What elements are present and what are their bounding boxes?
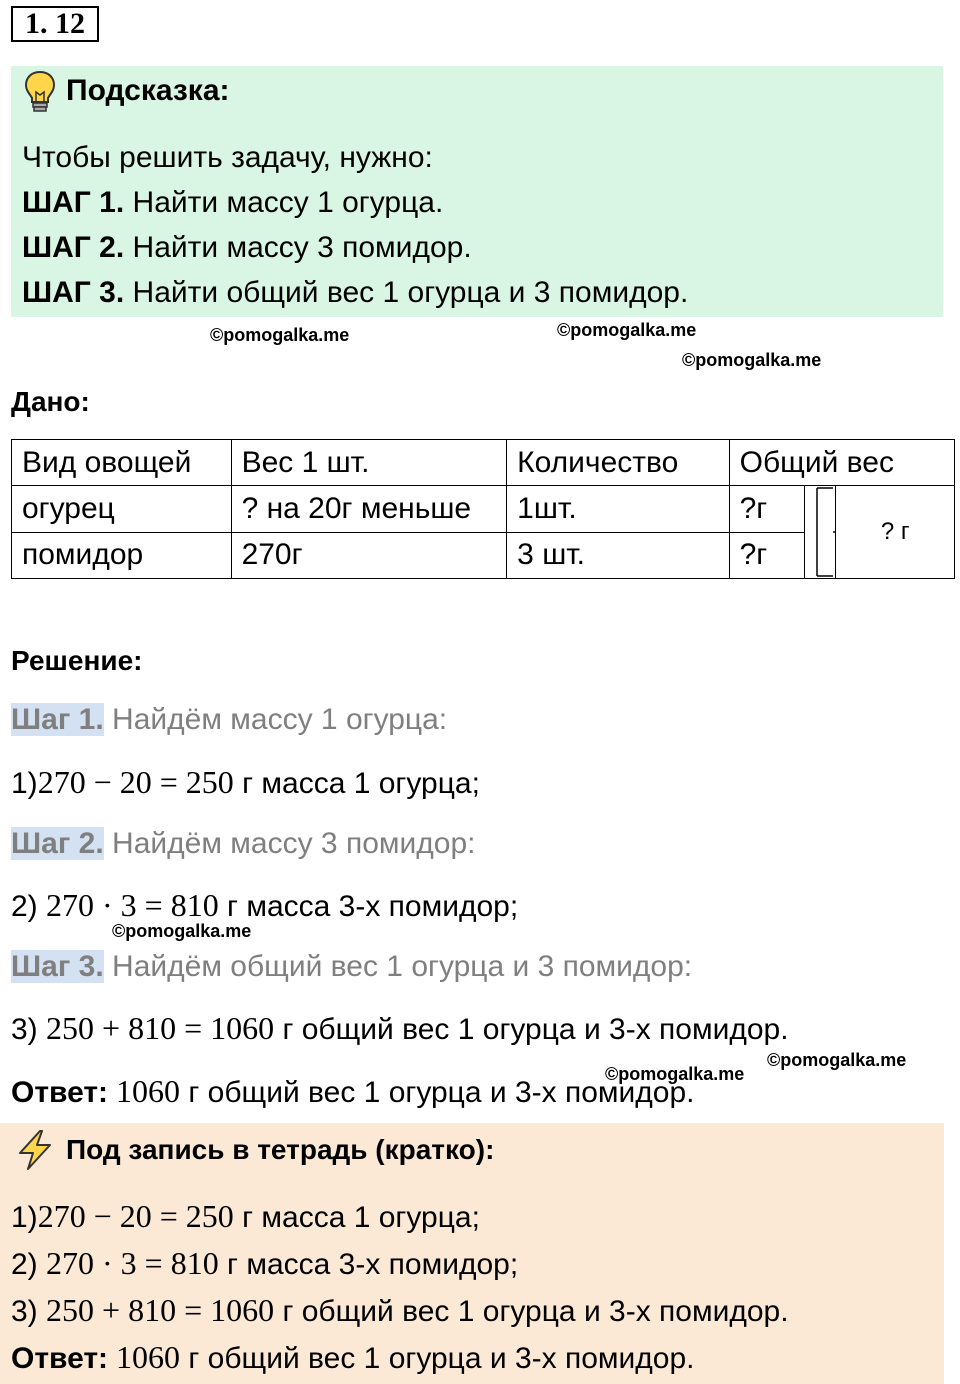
calc-expression: 270 · 3 = 810 xyxy=(46,887,219,923)
table-header-cell: Общий вес xyxy=(729,440,954,486)
calc-number: 1) xyxy=(11,767,38,800)
notebook-answer xyxy=(11,1339,695,1376)
solution-step-3 xyxy=(11,950,692,984)
table-cell: 270г xyxy=(231,532,507,579)
calc-result: г масса 3-х помидор; xyxy=(218,1248,519,1281)
calc-result: г общий вес 1 огурца и 3-х помидор. xyxy=(274,1013,789,1046)
brace-icon xyxy=(805,486,835,578)
notebook-line-3 xyxy=(11,1292,789,1329)
calc-result: г масса 1 огурца; xyxy=(233,767,480,800)
calc-expression: 250 + 810 = 1060 xyxy=(46,1010,275,1046)
step-text: Найдём массу 3 помидор: xyxy=(103,827,476,860)
answer-label: Ответ: xyxy=(11,1076,109,1109)
table-header-cell: Количество xyxy=(507,440,729,486)
solution-step-2 xyxy=(11,827,475,861)
hint-intro: Чтобы решить задачу, нужно: xyxy=(22,141,433,174)
calc-number: 3) xyxy=(11,1295,47,1328)
watermark: ©pomogalka.me xyxy=(767,1050,907,1070)
solution-step-1 xyxy=(11,703,447,737)
answer-text: г общий вес 1 огурца и 3-х помидор. xyxy=(180,1342,695,1375)
step-label: Шаг 2. xyxy=(11,827,104,860)
table-header-cell: Вес 1 шт. xyxy=(231,440,507,486)
hint-step-2 xyxy=(22,231,472,265)
given-table xyxy=(11,439,955,579)
calc-result: г масса 1 огурца; xyxy=(233,1201,480,1234)
solution-calc-2 xyxy=(11,887,518,924)
table-cell: 1шт. xyxy=(507,486,729,533)
solution-calc-3 xyxy=(11,1010,789,1047)
table-cell: ?г xyxy=(729,532,805,579)
hint-step-text: Найти общий вес 1 огурца и 3 помидор. xyxy=(124,276,689,309)
watermark: ©pomogalka.me xyxy=(682,350,822,370)
table-cell: ?г xyxy=(729,486,805,533)
table-row xyxy=(12,486,955,533)
table-cell: огурец xyxy=(12,486,232,533)
hint-step-label: ШАГ 1. xyxy=(22,186,125,219)
hint-title: Подсказка: xyxy=(66,74,230,107)
hint-step-1 xyxy=(22,186,443,220)
answer-value: 1060 xyxy=(108,1073,181,1109)
answer-label: Ответ: xyxy=(11,1342,109,1375)
notebook-title: Под запись в тетрадь (кратко): xyxy=(66,1134,495,1165)
step-label: Шаг 3. xyxy=(11,950,104,983)
hint-step-label: ШАГ 2. xyxy=(22,231,125,264)
notebook-line-2 xyxy=(11,1245,518,1282)
total-weight-value: ? г xyxy=(880,518,910,545)
solution-title: Решение: xyxy=(11,645,143,676)
watermark: ©pomogalka.me xyxy=(605,1064,745,1084)
lightbulb-icon xyxy=(24,70,56,114)
answer-text: г общий вес 1 огурца и 3-х помидор. xyxy=(180,1076,695,1109)
lightning-icon xyxy=(14,1129,56,1171)
calc-number: 3) xyxy=(11,1013,47,1046)
answer-value: 1060 xyxy=(108,1339,181,1375)
hint-step-3 xyxy=(22,276,688,310)
watermark: ©pomogalka.me xyxy=(112,921,252,941)
calc-result: г масса 3-х помидор; xyxy=(218,890,519,923)
watermark: ©pomogalka.me xyxy=(210,325,350,345)
table-header-cell: Вид овощей xyxy=(12,440,232,486)
calc-result: г общий вес 1 огурца и 3-х помидор. xyxy=(274,1295,789,1328)
hint-step-text: Найти массу 3 помидор. xyxy=(124,231,472,264)
hint-step-label: ШАГ 3. xyxy=(22,276,125,309)
table-header-row xyxy=(12,440,955,486)
solution-answer xyxy=(11,1073,695,1110)
calc-number: 1) xyxy=(11,1201,38,1234)
notebook-line-1 xyxy=(11,1198,480,1235)
calc-expression: 270 − 20 = 250 xyxy=(37,1198,234,1234)
calc-number: 2) xyxy=(11,1248,47,1281)
brace-cell xyxy=(805,486,836,579)
calc-expression: 270 · 3 = 810 xyxy=(46,1245,219,1281)
calc-number: 2) xyxy=(11,890,47,923)
step-text: Найдём общий вес 1 огурца и 3 помидор: xyxy=(103,950,693,983)
step-text: Найдём массу 1 огурца: xyxy=(103,703,448,736)
table-cell: 3 шт. xyxy=(507,532,729,579)
calc-expression: 250 + 810 = 1060 xyxy=(46,1292,275,1328)
step-label: Шаг 1. xyxy=(11,703,104,736)
total-weight xyxy=(836,486,955,579)
solution-calc-1 xyxy=(11,764,480,801)
hint-step-text: Найти массу 1 огурца. xyxy=(124,186,444,219)
task-number: 1. 12 xyxy=(11,6,99,42)
given-title: Дано: xyxy=(11,386,90,417)
table-cell: помидор xyxy=(12,532,232,579)
watermark: ©pomogalka.me xyxy=(557,320,697,340)
calc-expression: 270 − 20 = 250 xyxy=(37,764,234,800)
table-cell: ? на 20г меньше xyxy=(231,486,507,533)
